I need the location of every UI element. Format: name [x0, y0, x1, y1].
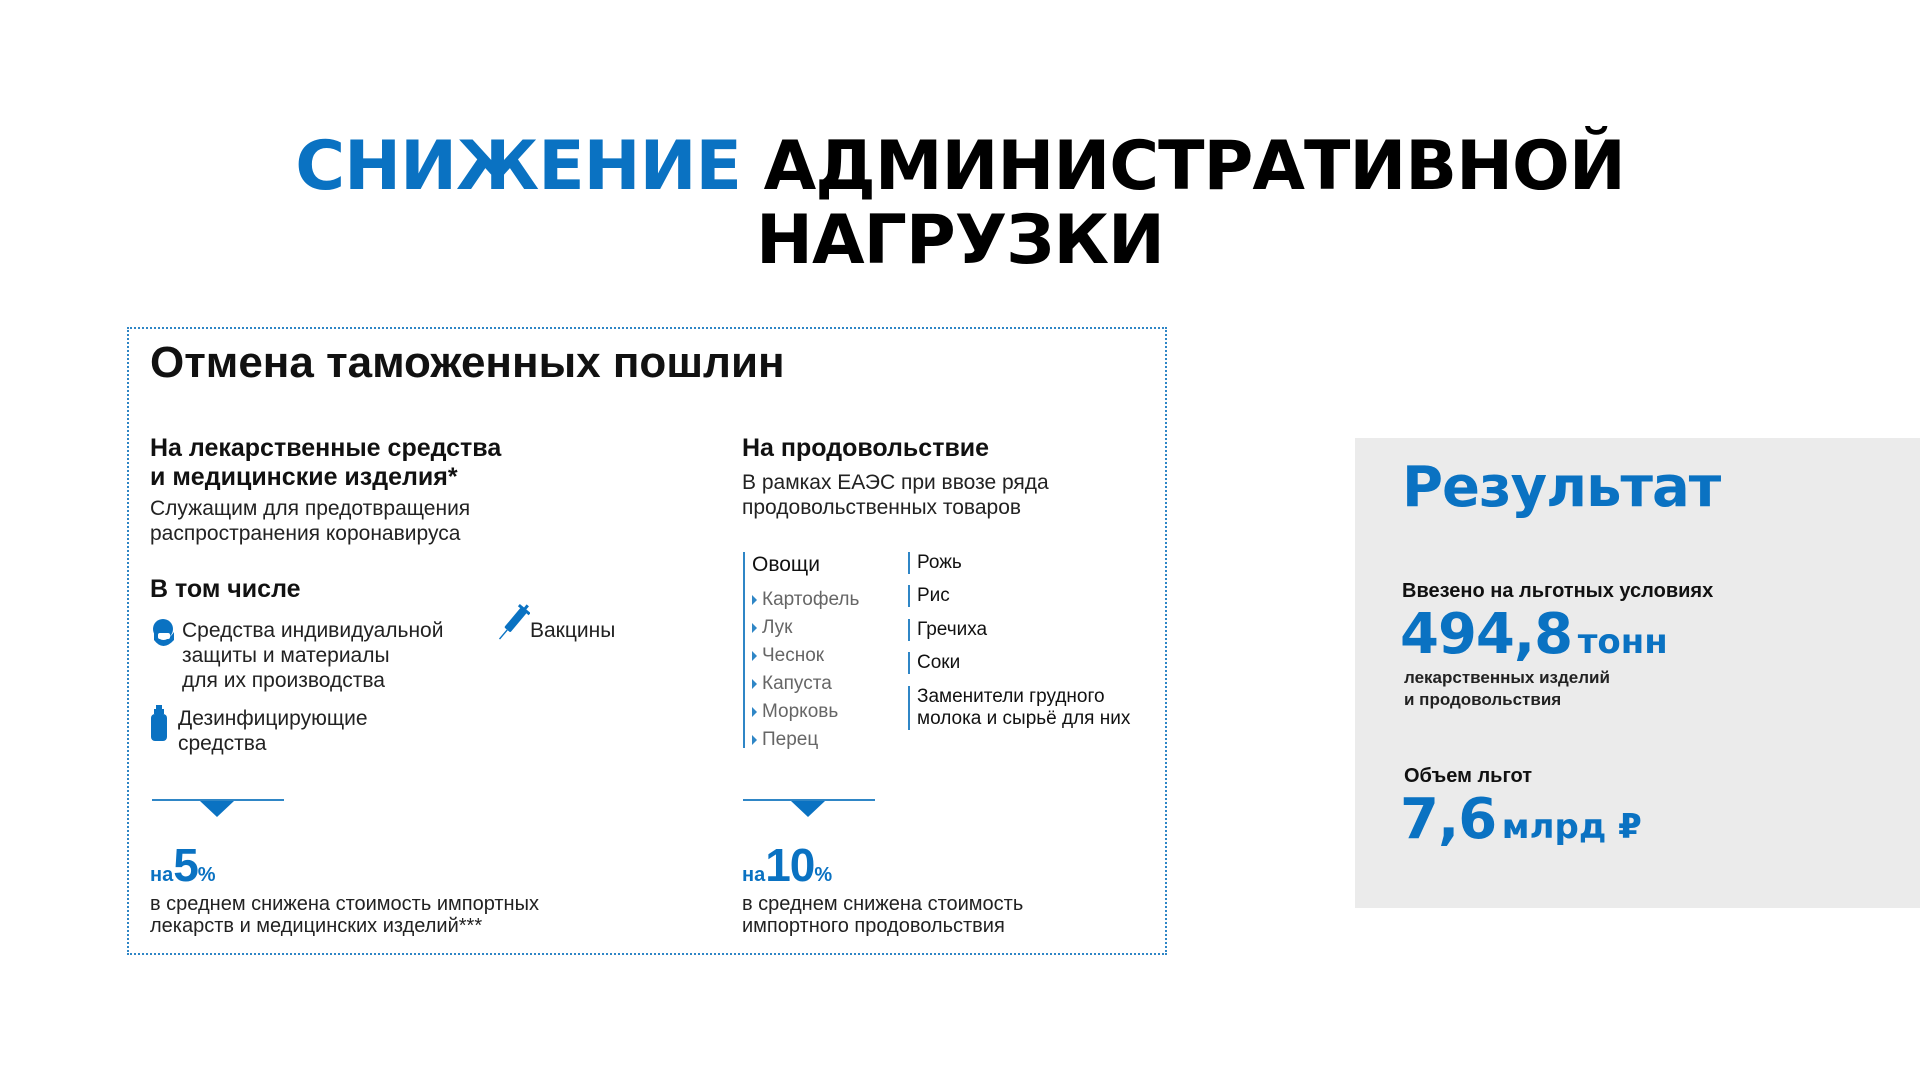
- food-description: [742, 470, 1049, 520]
- list-item: Капуста: [752, 670, 859, 698]
- food-percent-prefix: на: [742, 864, 766, 886]
- imported-desc-line2: и продовольствия: [1404, 690, 1562, 709]
- medicine-heading-line1: На лекарственные средства: [150, 434, 502, 462]
- food-result-desc: [742, 893, 1023, 937]
- panel-title: Отмена таможенных пошлин: [150, 338, 785, 387]
- milk-substitutes-item: [908, 686, 1130, 730]
- title-line2: НАГРУЗКИ: [756, 201, 1164, 280]
- title-rest: АДМИНИСТРАТИВНОЙ: [763, 127, 1625, 206]
- list-item: Перец: [752, 726, 859, 754]
- list-item: Картофель: [752, 586, 859, 614]
- syringe-icon: [496, 600, 530, 646]
- disinfectant-item: [178, 706, 368, 756]
- milk-line2: молока и сырьё для них: [917, 708, 1131, 729]
- medicine-desc-line2: распространения коронавируса: [150, 522, 461, 545]
- medicine-percent-prefix: на: [150, 864, 174, 886]
- rice-item: Рис: [908, 585, 950, 607]
- list-item: Лук: [752, 614, 859, 642]
- down-arrow-icon: [200, 801, 234, 817]
- ppe-line1: Средства индивидуальной: [182, 619, 444, 642]
- medicine-desc-line1: Служащим для предотвращения: [150, 497, 471, 520]
- mask-icon: [150, 618, 178, 652]
- food-desc-line2: продовольственных товаров: [742, 496, 1022, 519]
- juices-item: Соки: [908, 652, 960, 674]
- food-percent-unit: %: [814, 864, 833, 886]
- imported-unit: тонн: [1577, 622, 1668, 662]
- food-heading: На продовольствие: [742, 434, 990, 462]
- imported-desc-line1: лекарственных изделий: [1404, 668, 1610, 687]
- medicine-heading-line2: и медицинские изделия*: [150, 463, 458, 491]
- list-item: Чеснок: [752, 642, 859, 670]
- ppe-item: [182, 618, 443, 693]
- list-item: Морковь: [752, 698, 859, 726]
- food-result-line2: импортного продовольствия: [742, 915, 1005, 937]
- imported-label: Ввезено на льготных условиях: [1402, 580, 1714, 602]
- benefits-amount: [1400, 787, 1642, 852]
- food-desc-line1: В рамках ЕАЭС при ввозе ряда: [742, 471, 1049, 494]
- food-percent: [742, 838, 832, 892]
- medicine-result-line2: лекарств и медицинских изделий***: [150, 915, 483, 937]
- buckwheat-item: Гречиха: [908, 619, 987, 641]
- food-result-line1: в среднем снижена стоимость: [742, 893, 1024, 915]
- page-title: [0, 127, 1920, 280]
- medicine-result-line1: в среднем снижена стоимость импортных: [150, 893, 539, 915]
- food-percent-value: 10: [765, 839, 815, 891]
- medicine-heading: [150, 434, 501, 492]
- rye-item: Рожь: [908, 552, 962, 574]
- medicine-result-desc: [150, 893, 539, 937]
- disinfect-line2: средства: [178, 732, 267, 755]
- down-arrow-icon: [791, 801, 825, 817]
- vegetables-header: Овощи: [752, 553, 820, 576]
- benefits-unit: млрд ₽: [1501, 807, 1642, 847]
- including-heading: В том числе: [150, 575, 301, 603]
- title-highlight: СНИЖЕНИЕ: [295, 127, 741, 206]
- medicine-percent-unit: %: [197, 864, 216, 886]
- medicine-description: [150, 496, 470, 546]
- vegetables-list: [743, 552, 859, 748]
- imported-description: [1404, 667, 1610, 711]
- ppe-line3: для их производства: [182, 669, 385, 692]
- medicine-percent-value: 5: [173, 839, 198, 891]
- milk-line1: Заменители грудного: [917, 686, 1105, 707]
- imported-amount: [1400, 602, 1668, 667]
- vaccines-item: Вакцины: [530, 619, 616, 642]
- benefits-label: Объем льгот: [1404, 765, 1533, 787]
- benefits-value: 7,6: [1400, 787, 1497, 852]
- ppe-line2: защиты и материалы: [182, 644, 390, 667]
- medicine-percent: [150, 838, 216, 892]
- disinfect-line1: Дезинфицирующие: [178, 707, 368, 730]
- spray-bottle-icon: [150, 705, 168, 741]
- imported-value: 494,8: [1400, 602, 1573, 667]
- result-title: Результат: [1402, 455, 1721, 520]
